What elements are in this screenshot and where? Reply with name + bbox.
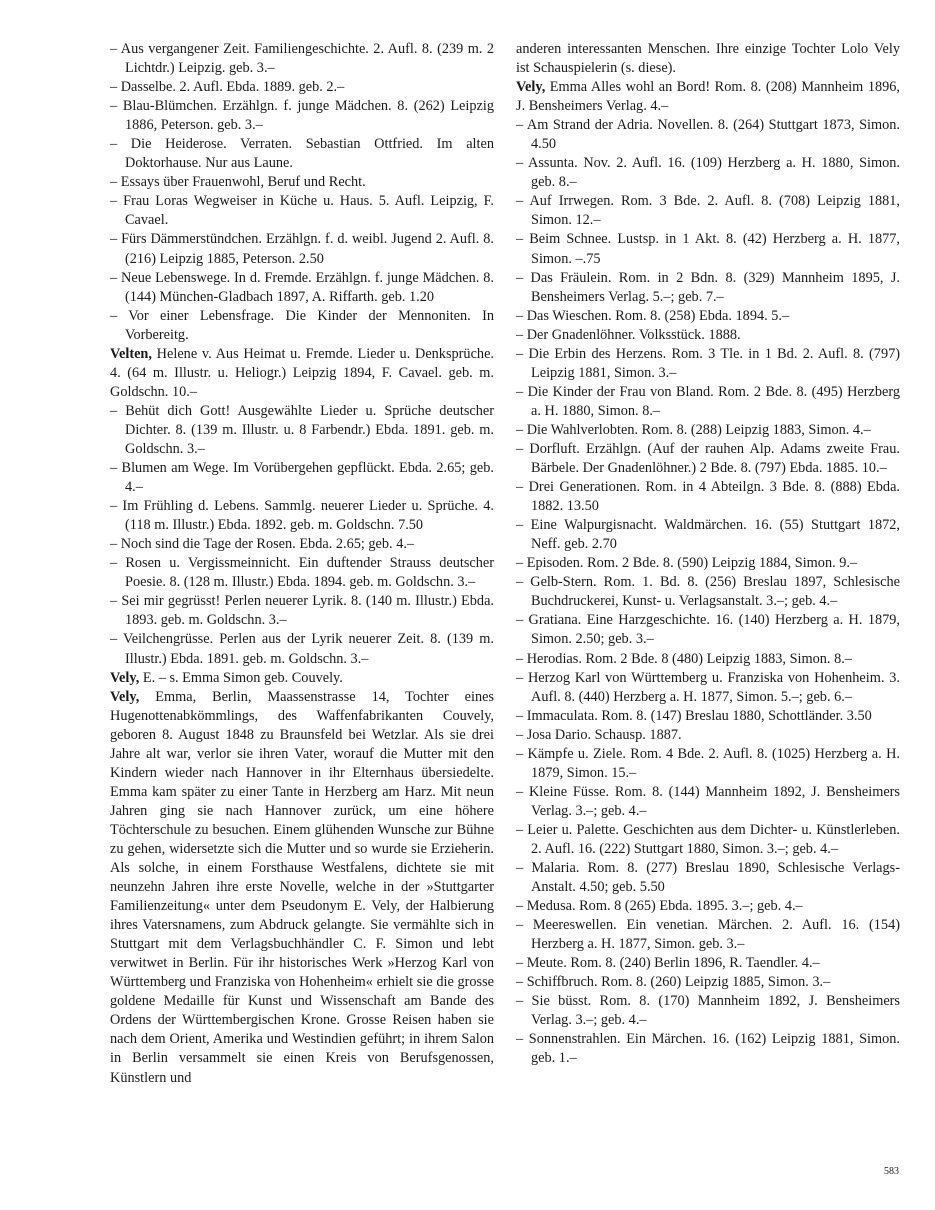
work-entry: – Eine Walpurgisnacht. Waldmärchen. 16. (55) Stuttgart 1872, Neff. geb. 2.70: [516, 517, 900, 553]
author-entry-text: Helene v. Aus Heimat u. Fremde. Lieder u. Denksprüche. 4. (64 m. Illustr. u. Heliogr.) Leipzig 1894, F. Cavael. geb. m. Goldschn. 10.–: [110, 345, 494, 400]
work-entry: – Die Wahlverlobten. Rom. 8. (288) Leipzig 1883, Simon. 4.–: [516, 421, 871, 438]
work-entry: – Gelb-Stern. Rom. 1. Bd. 8. (256) Breslau 1897, Schlesische Buchdruckerei, Kunst- u. Verlagsanstalt. 3.–; geb. 4.–: [516, 574, 900, 610]
page-number: 583: [884, 1166, 899, 1177]
work-entry: – Malaria. Rom. 8. (277) Breslau 1890, Schlesische Verlags-Anstalt. 4.50; geb. 5.50: [516, 860, 900, 896]
author-name: Vely,: [110, 669, 140, 686]
work-entry: – Herodias. Rom. 2 Bde. 8 (480) Leipzig 1883, Simon. 8.–: [516, 650, 852, 667]
work-entry: – Behüt dich Gott! Ausgewählte Lieder u. Sprüche deutscher Dichter. 8. (139 m. Illustr. u. 8 Farbendr.) Ebda. 1891. geb. m. Goldschn. 3.–: [110, 402, 494, 457]
work-entry: – Meereswellen. Ein venetian. Märchen. 2. Aufl. 16. (154) Herzberg a. H. 1877, Simon. geb. 3.–: [516, 917, 900, 953]
work-entry: – Aus vergangener Zeit. Familiengeschichte. 2. Aufl. 8. (239 m. 2 Lichtdr.) Leipzig. geb. 3.–: [110, 41, 494, 77]
work-entry: – Blumen am Wege. Im Vorübergehen gepflückt. Ebda. 2.65; geb. 4.–: [110, 460, 494, 496]
work-entry: – Sie büsst. Rom. 8. (170) Mannheim 1892, J. Bensheimers Verlag. 3.–; geb. 4.–: [516, 993, 900, 1029]
work-entry: – Sei mir gegrüsst! Perlen neuerer Lyrik. 8. (140 m. Illustr.) Ebda. 1893. geb. m. Goldschn. 3.–: [110, 593, 494, 629]
work-entry: – Fürs Dämmerstündchen. Erzählgn. f. d. weibl. Jugend 2. Aufl. 8. (216) Leipzig 1885, Peterson. 2.50: [110, 231, 494, 267]
work-entry: – Gratiana. Eine Harzgeschichte. 16. (140) Herzberg a. H. 1879, Simon. 2.50; geb. 3.–: [516, 612, 900, 648]
work-entry: – Kleine Füsse. Rom. 8. (144) Mannheim 1892, J. Bensheimers Verlag. 3.–; geb. 4.–: [516, 783, 900, 819]
work-entry: – Essays über Frauenwohl, Beruf und Recht.: [110, 174, 366, 191]
author-entry: [516, 78, 900, 116]
work-entry: – Beim Schnee. Lustsp. in 1 Akt. 8. (42) Herzberg a. H. 1877, Simon. –.75: [516, 231, 900, 267]
author-name: Vely,: [516, 79, 546, 96]
work-entry: – Sonnenstrahlen. Ein Märchen. 16. (162) Leipzig 1881, Simon. geb. 1.–: [516, 1031, 900, 1067]
left-column: [110, 40, 494, 1088]
author-entry: [110, 688, 494, 1088]
author-entry: [110, 669, 494, 688]
work-entry: – Noch sind die Tage der Rosen. Ebda. 2.65; geb. 4.–: [110, 536, 415, 553]
work-entry: – Herzog Karl von Württemberg u. Franziska von Hohenheim. 3. Aufl. 8. (440) Herzberg a. H. 1877, Simon. 5.–; geb. 6.–: [516, 669, 900, 705]
work-entry: – Vor einer Lebensfrage. Die Kinder der Mennoniten. In Vorbereitg.: [110, 307, 494, 343]
author-entry-text: Emma Alles wohl an Bord! Rom. 8. (208) Mannheim 1896, J. Bensheimers Verlag. 4.–: [516, 79, 900, 115]
right-column: [516, 40, 900, 1069]
work-entry: – Am Strand der Adria. Novellen. 8. (264) Stuttgart 1873, Simon. 4.50: [516, 117, 900, 153]
continued-text: anderen interessanten Menschen. Ihre einzige Tochter Lolo Vely ist Schauspielerin (s. diese).: [516, 41, 900, 77]
author-entry-text: E. – s. Emma Simon geb. Couvely.: [139, 669, 343, 686]
work-entry: – Blau-Blümchen. Erzählgn. f. junge Mädchen. 8. (262) Leipzig 1886, Peterson. geb. 3.–: [110, 98, 494, 134]
author-name: Vely,: [110, 688, 140, 705]
work-entry: – Die Heiderose. Verraten. Sebastian Ottfried. Im alten Doktorhause. Nur aus Laune.: [110, 136, 494, 172]
work-entry: – Der Gnadenlöhner. Volksstück. 1888.: [516, 326, 741, 343]
work-entry: – Meute. Rom. 8. (240) Berlin 1896, R. Taendler. 4.–: [516, 955, 820, 972]
work-entry: – Rosen u. Vergissmeinnicht. Ein duftender Strauss deutscher Poesie. 8. (128 m. Illustr.) Ebda. 1894. geb. m. Goldschn. 3.–: [110, 555, 494, 591]
work-entry: – Medusa. Rom. 8 (265) Ebda. 1895. 3.–; geb. 4.–: [516, 898, 803, 915]
work-entry: – Kämpfe u. Ziele. Rom. 4 Bde. 2. Aufl. 8. (1025) Herzberg a. H. 1879, Simon. 15.–: [516, 745, 900, 781]
work-entry: – Frau Loras Wegweiser in Küche u. Haus. 5. Aufl. Leipzig, F. Cavael.: [110, 193, 494, 229]
work-entry: – Das Fräulein. Rom. in 2 Bdn. 8. (329) Mannheim 1895, J. Bensheimers Verlag. 5.–; geb. 7.–: [516, 269, 900, 305]
work-entry: – Im Frühling d. Lebens. Sammlg. neuerer Lieder u. Sprüche. 4. (118 m. Illustr.) Ebda. 1892. geb. m. Goldschn. 7.50: [110, 498, 494, 534]
work-entry: – Dorfluft. Erzählgn. (Auf der rauhen Alp. Adams zweite Frau. Bärbele. Der Gnadenlöhner.) 2 Bde. 8. (797) Ebda. 1885. 10.–: [516, 440, 900, 477]
work-entry: – Das Wieschen. Rom. 8. (258) Ebda. 1894. 5.–: [516, 307, 790, 324]
work-entry: – Leier u. Palette. Geschichten aus dem Dichter- u. Künstlerleben. 2. Aufl. 16. (222) Stuttgart 1880, Simon. 3.–; geb. 4.–: [516, 821, 900, 857]
work-entry: – Neue Lebenswege. In d. Fremde. Erzählgn. f. junge Mädchen. 8. (144) München-Gladbach 1897, A. Riffarth. geb. 1.20: [110, 269, 494, 305]
author-entry-text: Emma, Berlin, Maassenstrasse 14, Tochter eines Hugenottenabkömmlings, des Waffenfabrikanten Couvely, geboren 8. August 1848 zu Braunsfeld bei Wetzlar. Als sie drei Jahre alt war, verlor sie ihren Vater, worauf die Mutter mit den Kindern wieder nach Hannover in ihr Elternhaus übersiedelte. Emma kam später zu einer Tante in Herzberg am Harz. Mit neun Jahren ging sie nach Hannover zurück, um eine höhere Töchterschule zu besuchen. Einem glühenden Wunsche zur Bühne zu gehen, widersetzte sich die Mutter und so wurde sie Erzieherin. Als solche, in einem Forsthause Westfalens, dichtete sie mit neunzehn Jahren ihre erste Novelle, welche in der »Stuttgarter Familienzeitung« unter dem Pseudonym E. Vely, der Halbierung ihres Vatersnamens, zum Abdruck gelangte. Sie vermählte sich in Stuttgart mit dem Verlagsbuchhändler C. F. Simon und lebt verwitwet in Berlin. Für ihr historisches Werk »Herzog Karl von Württemberg und Franziska von Hohenheim« erhielt sie die grosse goldene Medaille für Kunst und Wissenschaft am Bande des Ordens der Württembergischen Krone. Grosse Reisen haben sie nach dem Orient, Amerika und Westindien geführt; in ihrem Salon in Berlin versammelt sie einen Kreis von Berufsgenossen, Künstlern und: [110, 688, 494, 1086]
work-entry: – Episoden. Rom. 2 Bde. 8. (590) Leipzig 1884, Simon. 9.–: [516, 555, 858, 572]
work-entry: – Josa Dario. Schausp. 1887.: [516, 726, 682, 743]
work-entry: – Auf Irrwegen. Rom. 3 Bde. 2. Aufl. 8. (708) Leipzig 1881, Simon. 12.–: [516, 193, 900, 229]
work-entry: – Die Erbin des Herzens. Rom. 3 Tle. in 1 Bd. 2. Aufl. 8. (797) Leipzig 1881, Simon. 3.–: [516, 345, 900, 381]
work-entry: – Immaculata. Rom. 8. (147) Breslau 1880, Schottländer. 3.50: [516, 707, 872, 724]
work-entry: – Schiffbruch. Rom. 8. (260) Leipzig 1885, Simon. 3.–: [516, 974, 831, 991]
work-entry: – Assunta. Nov. 2. Aufl. 16. (109) Herzberg a. H. 1880, Simon. geb. 8.–: [516, 155, 900, 191]
work-entry: – Die Kinder der Frau von Bland. Rom. 2 Bde. 8. (495) Herzberg a. H. 1880, Simon. 8.–: [516, 383, 900, 419]
work-entry: – Dasselbe. 2. Aufl. Ebda. 1889. geb. 2.–: [110, 79, 345, 96]
work-entry: – Drei Generationen. Rom. in 4 Abteilgn. 3 Bde. 8. (888) Ebda. 1882. 13.50: [516, 479, 900, 515]
work-entry: – Veilchengrüsse. Perlen aus der Lyrik neuerer Zeit. 8. (139 m. Illustr.) Ebda. 1891. geb. m. Goldschn. 3.–: [110, 631, 494, 667]
author-entry: [110, 345, 494, 402]
author-name: Velten,: [110, 345, 152, 362]
